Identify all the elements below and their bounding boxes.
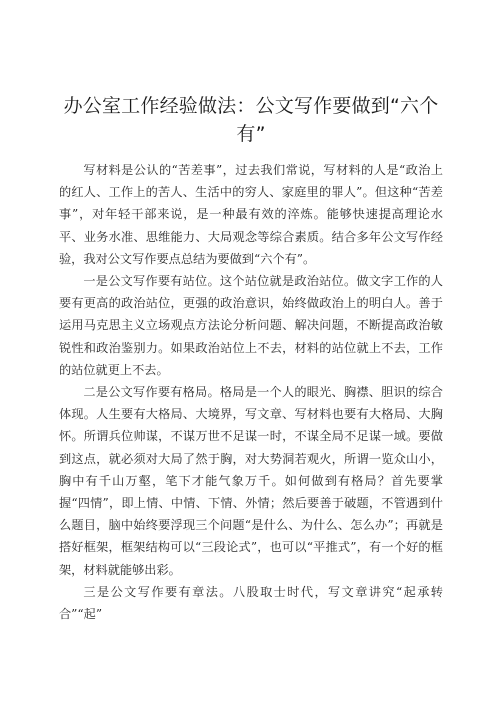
paragraph-point-three: 三是公文写作要有章法。八股取士时代，写文章讲究“起承转合”“起” (59, 584, 443, 622)
paragraph-intro: 写材料是公认的“苦差事”，过去我们常说，写材料的人是“政治上的红人、工作上的苦人、生活中的穷人、家庭里的罪人”。但这种“苦差事”，对年轻干部来说，是一种最有效的淬炼。能够快速提高理论水平、业务水准、思维能力、大局观念等综合素质。结合多年公文写作经验，我对公文写作要点总结为要做到“六个有”。 (59, 163, 443, 266)
document-title: 办公室工作经验做法：公文写作要做到“六个有” (63, 95, 439, 145)
paragraph-point-two: 二是公文写作要有格局。格局是一个人的眼光、胸襟、胆识的综合体现。人生要有大格局、大境界，写文章、写材料也要有大格局、大胸怀。所谓兵位帅谋，不谋万世不足谋一时，不谋全局不足谋一域。要做到这点，就必须对大局了然于胸，对大势洞若观火，所谓一览众山小，胸中有千山万壑，笔下才能气象万千。如何做到有格局？首先要掌握“四情”，即上情、中情、下情、外情；然后要善于破题，不管遇到什么题目，脑中始终要浮现三个问题“是什么、为什么、怎么办”；再就是搭好框架，框架结构可以“三段论式”，也可以“平推式”，有一个好的框架，材料就能够出彩。 (59, 385, 443, 577)
document-body (59, 159, 443, 625)
paragraph-point-one: 一是公文写作要有站位。这个站位就是政治站位。做文字工作的人要有更高的政治站位，更强的政治意识，始终做政治上的明白人。善于运用马克思主义立场观点方法论分析问题、解决问题，不断提高政治敏锐性和政治鉴别力。如果政治站位上不去，材料的站位就上不去，工作的站位就更上不去。 (59, 274, 443, 377)
